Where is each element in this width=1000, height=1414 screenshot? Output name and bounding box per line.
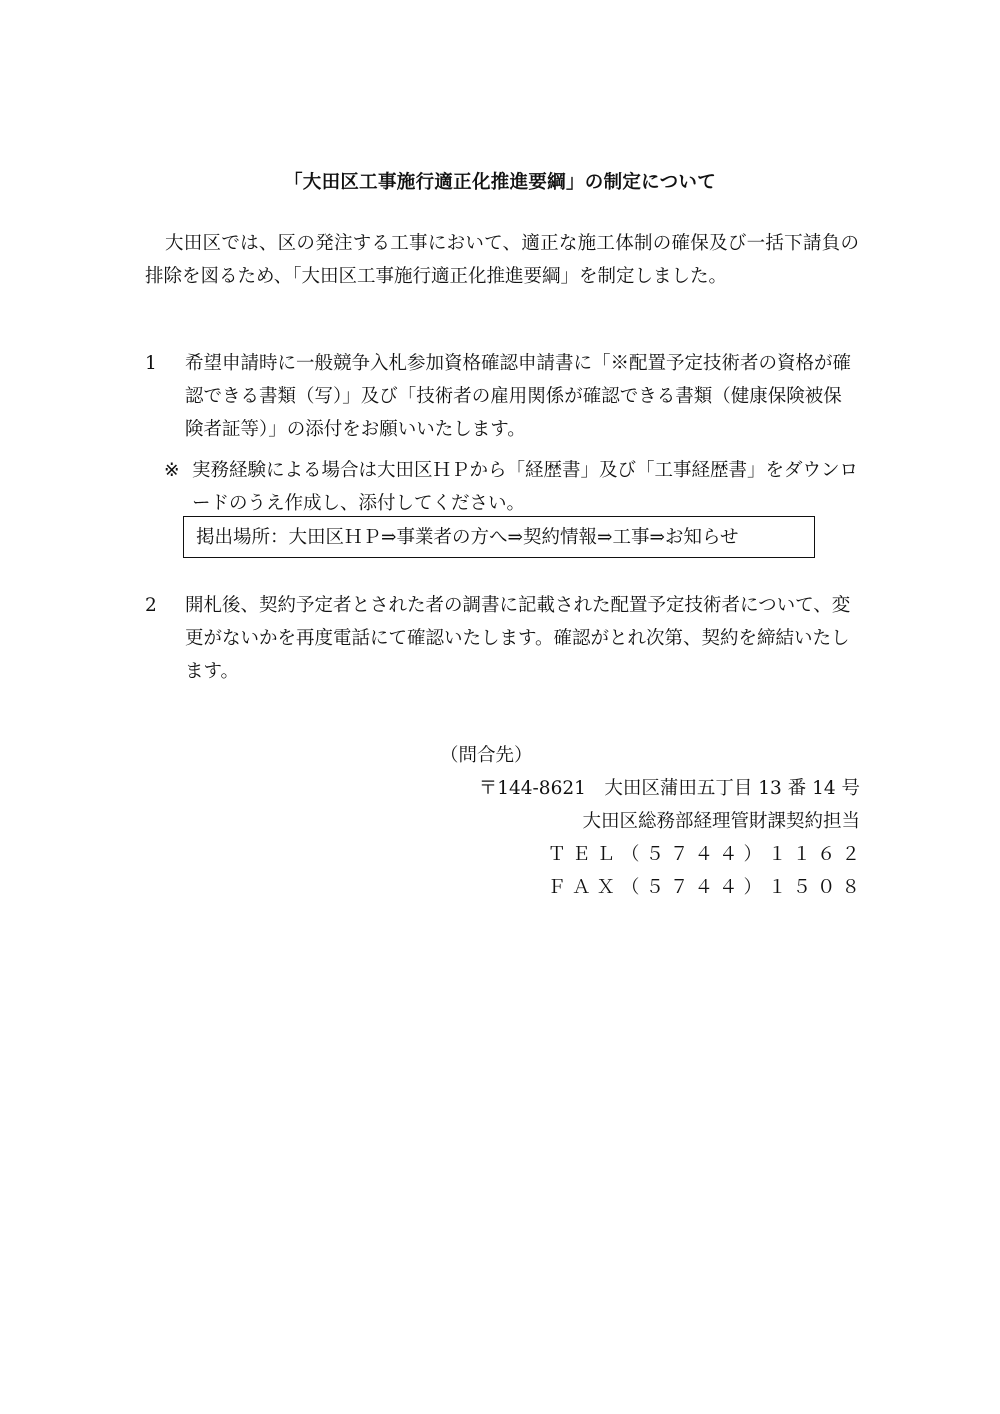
note	[164, 454, 859, 520]
contact-department: 大田区総務部経理管財課契約担当	[582, 811, 860, 832]
note-mark: ※	[164, 460, 180, 481]
contact-address: 〒144-8621 大田区蒲田五丁目 13 番 14 号	[478, 778, 860, 799]
note-text: 実務経験による場合は大田区ＨＰから「経歴書」及び「工事経歴書」をダウンロードのうえ作成し、添付してください。	[192, 460, 859, 514]
contact-heading: （問合先）	[440, 745, 533, 766]
contact-tel: ＴＥＬ（５７４４）１１６２	[547, 844, 866, 865]
list-item-2	[145, 589, 859, 688]
location-text: 掲出場所：大田区ＨＰ⇒事業者の方へ⇒契約情報⇒工事⇒お知らせ	[196, 526, 739, 548]
intro-paragraph: 大田区では、区の発注する工事において、適正な施工体制の確保及び一括下請負の排除を図るため、「大田区工事施行適正化推進要綱」を制定しました。	[145, 233, 859, 287]
list-item-text: 開札後、契約予定者とされた者の調書に記載された配置予定技術者について、変更がないかを再度電話にて確認いたします。確認がとれ次第、契約を締結いたします。	[185, 595, 851, 682]
list-item-number: 1	[145, 353, 157, 374]
list-item-number: 2	[145, 595, 157, 616]
document-title: 「大田区工事施行適正化推進要綱」の制定について	[283, 172, 717, 193]
location-box	[183, 516, 815, 558]
list-item-1	[145, 347, 859, 446]
contact-fax: ＦＡＸ（５７４４）１５０８	[547, 877, 866, 898]
list-item-text: 希望申請時に一般競争入札参加資格確認申請書に「※配置予定技術者の資格が確認できる書類（写）」及び「技術者の雇用関係が確認できる書類（健康保険被保険者証等）」の添付をお願いいたします。	[185, 353, 852, 440]
contact-block	[440, 739, 866, 904]
